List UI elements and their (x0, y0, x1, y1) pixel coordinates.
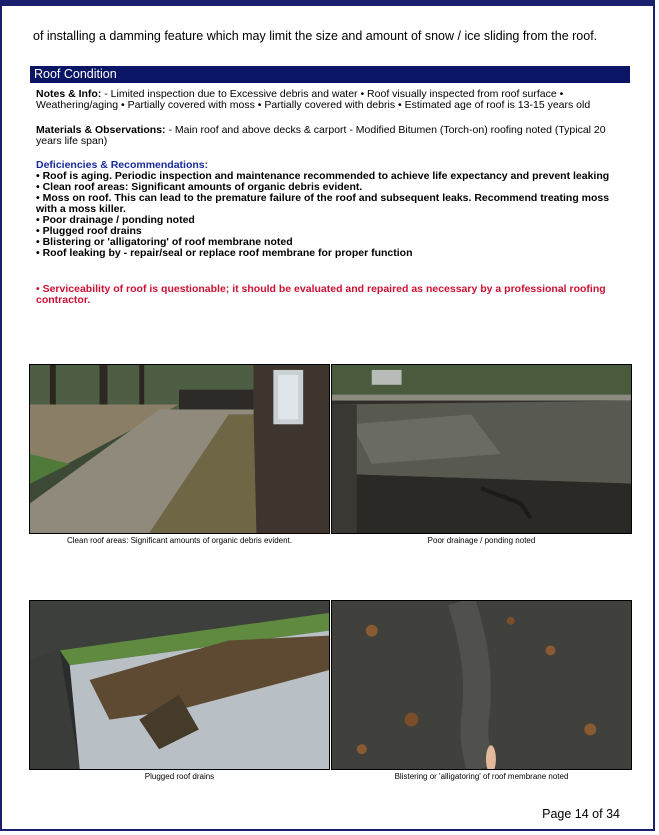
list-item: • Blistering or 'alligatoring' of roof membrane noted (36, 236, 293, 248)
deficiencies-list (36, 171, 626, 259)
materials-text: - Main roof and above decks & carport - Modified Bitumen (Torch-on) roofing noted (Typical 20 years life span) (36, 124, 606, 147)
list-item: • Roof leaking by - repair/seal or replace roof membrane for proper function (36, 247, 413, 259)
photo-debris-roof (29, 364, 330, 534)
photo-blistering-membrane (331, 600, 632, 770)
photo-caption: Clean roof areas: Significant amounts of organic debris evident. (66, 536, 292, 545)
photo-caption: Blistering or 'alligatoring' of roof membrane noted (394, 772, 569, 781)
continuation-text: of installing a damming feature which may limit the size and amount of snow / ice sliding from the roof. (33, 29, 598, 43)
deficiencies-title: Deficiencies & Recommendations: (36, 159, 209, 171)
list-item: • Roof is aging. Periodic inspection and maintenance recommended to achieve life expectancy and prevent leaking (36, 170, 610, 182)
section-title: Roof Condition (30, 66, 630, 83)
materials-label: Materials & Observations: (36, 124, 166, 136)
page-number: Page 14 of 34 (542, 807, 620, 821)
photo-plugged-drains (29, 600, 330, 770)
photo-caption: Poor drainage / ponding noted (427, 536, 536, 545)
notes-text: - Limited inspection due to Excessive debris and water • Roof visually inspected from roof surface • Weathering/aging • Partially covered with moss • Partially covered with debris • Estimated age of roof is 13-15 years old (36, 88, 591, 111)
photo-caption: Plugged roof drains (144, 772, 215, 781)
serviceability-warning: • Serviceability of roof is questionable; it should be evaluated and repaired as necessary by a professional roofing contractor. (36, 283, 606, 306)
deficiencies-recommendations (36, 160, 626, 259)
list-item: • Poor drainage / ponding noted (36, 214, 195, 226)
notes-label: Notes & Info: (36, 88, 102, 100)
materials-observations (36, 125, 631, 147)
list-item: • Clean roof areas: Significant amounts of organic debris evident. (36, 181, 363, 193)
notes-info (36, 89, 631, 111)
list-item: • Moss on roof. This can lead to the premature failure of the roof and subsequent leaks. Recommend treating moss with a moss killer. (36, 192, 610, 215)
photo-ponding-roof (331, 364, 632, 534)
list-item: • Plugged roof drains (36, 225, 142, 237)
